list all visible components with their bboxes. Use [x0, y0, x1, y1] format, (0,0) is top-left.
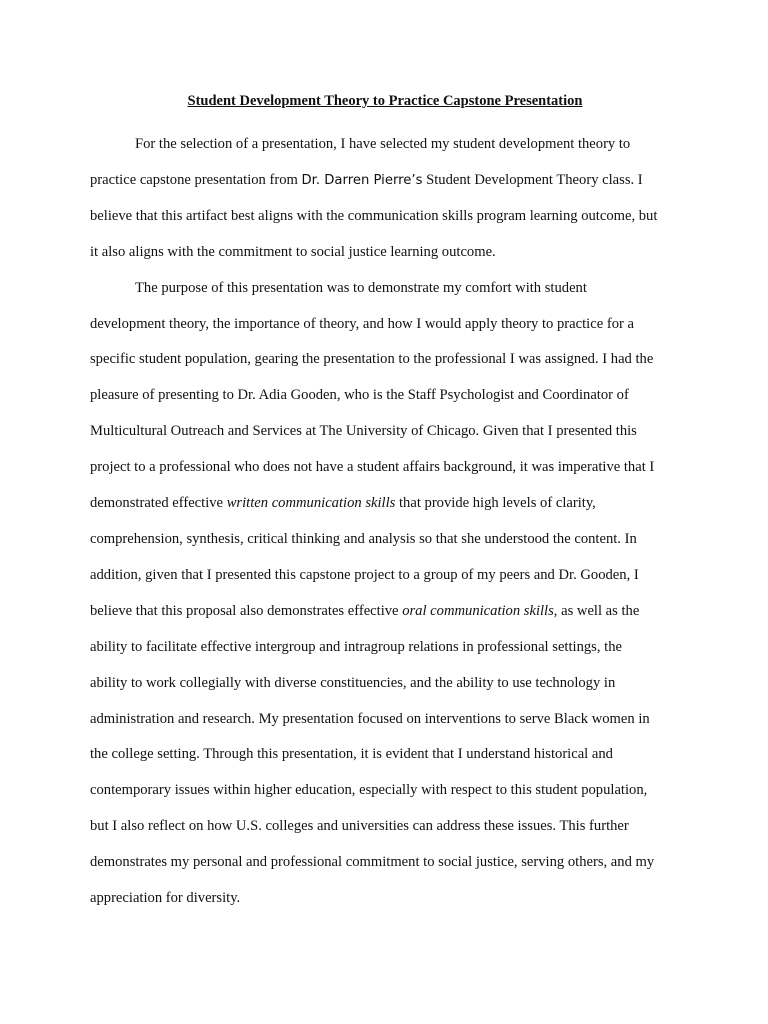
text-line: ability to facilitate effective intergroup and intragroup relations in professional settings, the [90, 638, 622, 655]
text-line: administration and research. My presentation focused on interventions to serve Black women in [90, 710, 650, 727]
professor-name: Dr. Darren Pierre’s [301, 172, 423, 188]
emphasis-written-communication: written communication skills [226, 495, 396, 512]
document-title: Student Development Theory to Practice Capstone Presentation [187, 93, 583, 109]
text-segment: Student Development Theory class. I [422, 171, 643, 188]
text-segment: demonstrated effective [90, 495, 227, 512]
paragraph-1 [90, 127, 680, 271]
paragraph-2 [90, 271, 680, 917]
text-line: The purpose of this presentation was to demonstrate my comfort with student [135, 279, 587, 296]
text-line: pleasure of presenting to Dr. Adia Gooden, who is the Staff Psychologist and Coordinator of [90, 387, 629, 404]
text-line: contemporary issues within higher education, especially with respect to this student population, [90, 782, 648, 799]
document-page [90, 91, 680, 917]
text-line [90, 163, 680, 199]
text-segment: , as well as the [553, 602, 640, 619]
text-line: development theory, the importance of theory, and how I would apply theory to practice for a [90, 315, 634, 332]
text-line: appreciation for diversity. [90, 890, 241, 907]
text-line: addition, given that I presented this capstone project to a group of my peers and Dr. Gooden, I [90, 566, 639, 583]
text-line: it also aligns with the commitment to social justice learning outcome. [90, 243, 496, 260]
text-line: the college setting. Through this presentation, it is evident that I understand historical and [90, 746, 613, 763]
text-line: project to a professional who does not have a student affairs background, it was imperative that I [90, 459, 655, 476]
text-segment: practice capstone presentation from [90, 171, 302, 188]
text-line: believe that this artifact best aligns with the communication skills program learning outcome, but [90, 207, 658, 224]
text-line: demonstrates my personal and professional commitment to social justice, serving others, and my [90, 854, 655, 871]
text-line: specific student population, gearing the presentation to the professional I was assigned. I had the [90, 351, 654, 368]
text-segment: that provide high levels of clarity, [395, 495, 596, 512]
emphasis-oral-communication: oral communication skills [402, 602, 554, 619]
text-segment: believe that this proposal also demonstrates effective [90, 602, 403, 619]
text-line: Multicultural Outreach and Services at The University of Chicago. Given that I presented this [90, 423, 637, 440]
text-line: but I also reflect on how U.S. colleges and universities can address these issues. This further [90, 818, 629, 835]
text-line: For the selection of a presentation, I have selected my student development theory to [135, 136, 631, 152]
text-line [90, 486, 680, 522]
text-line [90, 594, 680, 630]
text-line: comprehension, synthesis, critical thinking and analysis so that she understood the content. In [90, 530, 637, 547]
text-line: ability to work collegially with diverse constituencies, and the ability to use technology in [90, 674, 616, 691]
